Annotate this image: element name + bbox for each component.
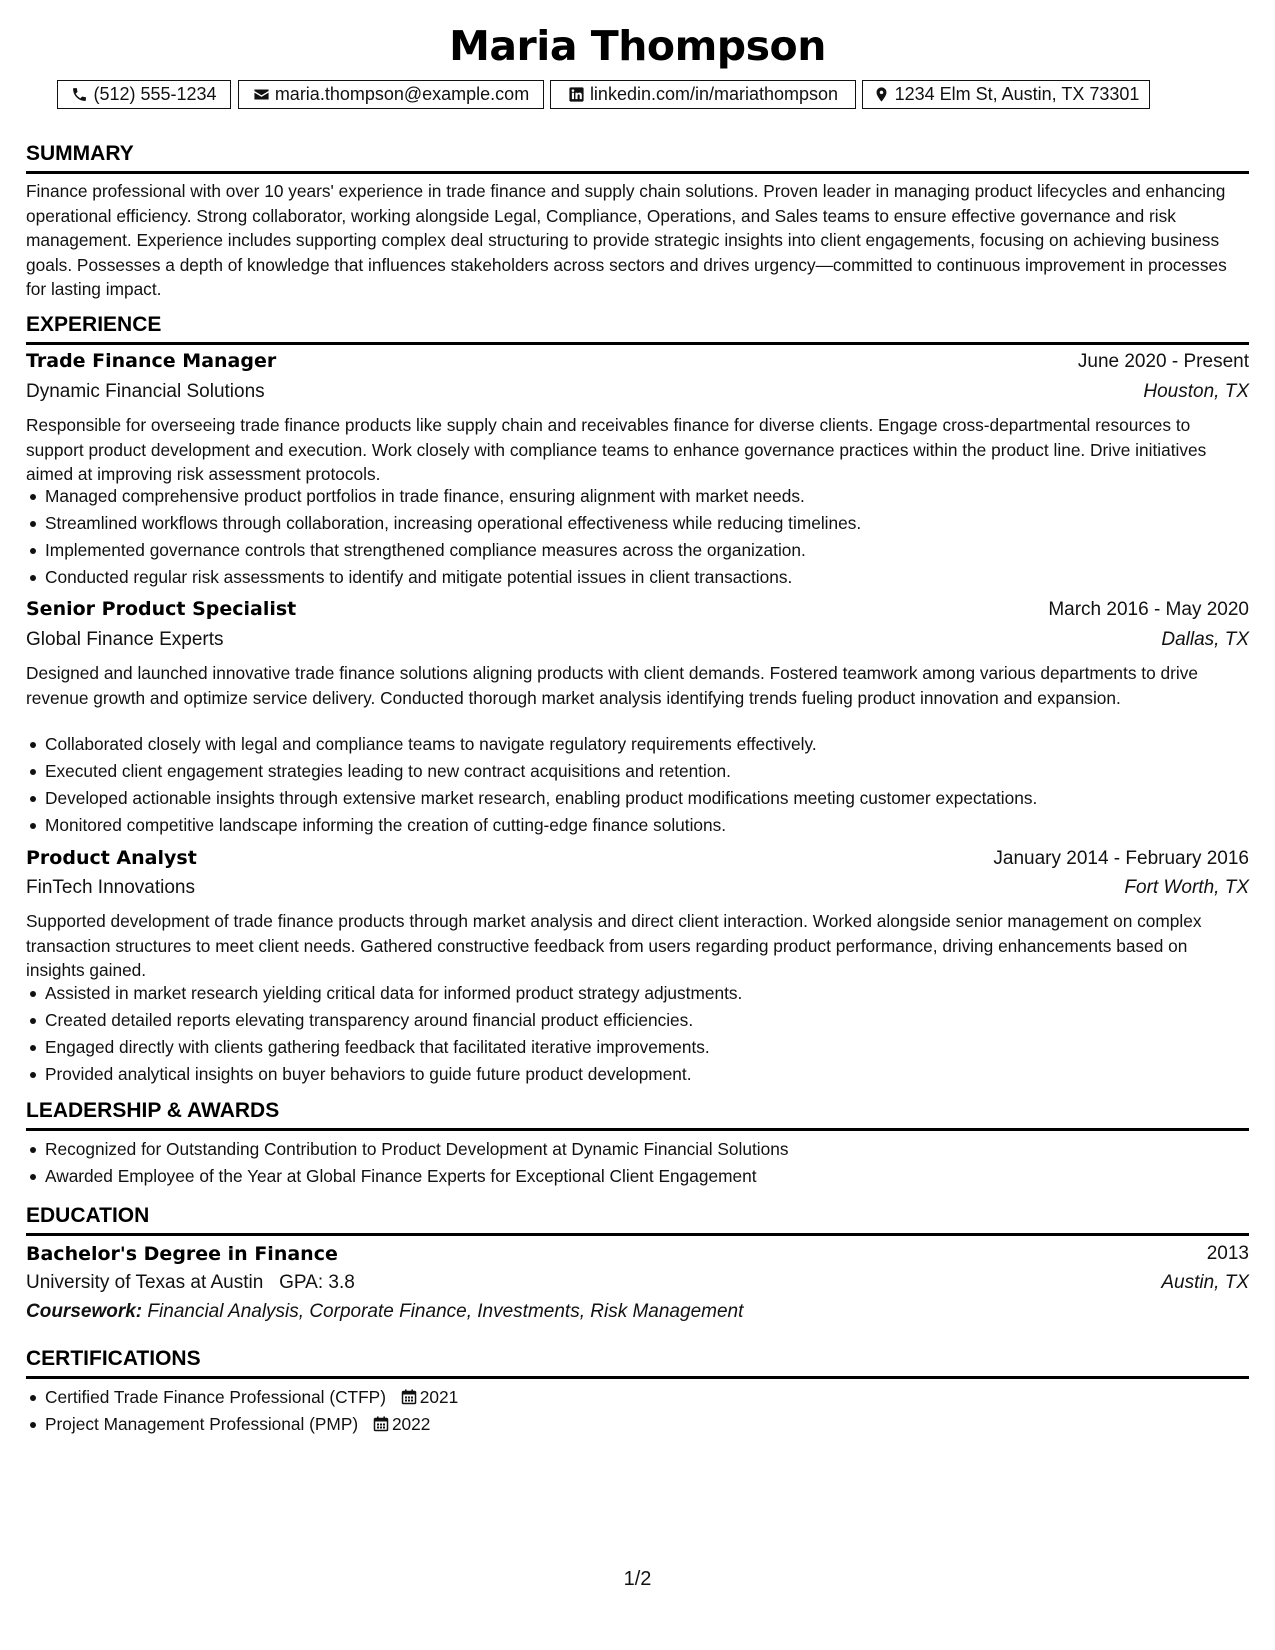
linkedin-text: linkedin.com/in/mariathompson xyxy=(589,84,839,104)
list-item: Executed client engagement strategies leading to new contract acquisitions and retention. xyxy=(26,758,1249,785)
job-dates: January 2014 - February 2016 xyxy=(993,848,1249,869)
job-bullets xyxy=(26,483,1249,591)
phone-text: (512) 555-1234 xyxy=(93,84,217,104)
list-item: Streamlined workflows through collaboration, increasing operational effectiveness while reducing timelines. xyxy=(26,510,1249,537)
list-item: Created detailed reports elevating transparency around financial product efficiencies. xyxy=(26,1007,1249,1034)
section-divider xyxy=(26,1376,1249,1379)
list-item: Implemented governance controls that strengthened compliance measures across the organization. xyxy=(26,537,1249,564)
certification-year: 2022 xyxy=(391,1414,431,1434)
list-item: Provided analytical insights on buyer behaviors to guide future product development. xyxy=(26,1061,1249,1088)
job-bullets xyxy=(26,731,1249,839)
job-location: Fort Worth, TX xyxy=(1124,877,1249,898)
gpa: GPA: 3.8 xyxy=(279,1272,355,1293)
education-heading: EDUCATION xyxy=(26,1204,150,1227)
list-item: Conducted regular risk assessments to identify and mitigate potential issues in client transactions. xyxy=(26,564,1249,591)
section-divider xyxy=(26,171,1249,174)
job-location: Dallas, TX xyxy=(1161,629,1249,650)
map-pin-icon xyxy=(873,86,890,103)
school-location: Austin, TX xyxy=(1161,1272,1249,1293)
list-item: Managed comprehensive product portfolios in trade finance, ensuring alignment with market needs. xyxy=(26,483,1249,510)
job-company: Dynamic Financial Solutions xyxy=(26,381,265,402)
list-item: Recognized for Outstanding Contribution to Product Development at Dynamic Financial Solutions xyxy=(26,1136,1249,1163)
list-item: Monitored competitive landscape informing the creation of cutting-edge finance solutions. xyxy=(26,812,1249,839)
linkedin-icon xyxy=(568,86,585,103)
summary-heading: SUMMARY xyxy=(26,142,134,165)
job-title: Senior Product Specialist xyxy=(26,598,297,620)
coursework-list: Financial Analysis, Corporate Finance, Investments, Risk Management xyxy=(147,1301,744,1322)
coursework-label: Coursework: xyxy=(26,1301,143,1322)
linkedin-contact[interactable] xyxy=(550,80,856,109)
email-text: maria.thompson@example.com xyxy=(274,84,530,104)
calendar-icon xyxy=(373,1413,389,1440)
job-title: Trade Finance Manager xyxy=(26,350,277,372)
list-item: Engaged directly with clients gathering feedback that facilitated iterative improvements. xyxy=(26,1034,1249,1061)
certification-year: 2021 xyxy=(419,1387,459,1407)
list-item xyxy=(26,1384,1249,1411)
address-text: 1234 Elm St, Austin, TX 73301 xyxy=(894,84,1140,104)
job-company: Global Finance Experts xyxy=(26,629,224,650)
leadership-list xyxy=(26,1136,1249,1190)
certifications-list xyxy=(26,1384,1249,1438)
experience-heading: EXPERIENCE xyxy=(26,313,162,336)
certifications-heading: CERTIFICATIONS xyxy=(26,1347,201,1370)
certification-name: Certified Trade Finance Professional (CTFP) xyxy=(45,1387,386,1407)
job-dates: June 2020 - Present xyxy=(1077,351,1249,372)
page-number: 1/2 xyxy=(623,1568,652,1590)
list-item: Developed actionable insights through extensive market research, enabling product modifications meeting customer expectations. xyxy=(26,785,1249,812)
job-company: FinTech Innovations xyxy=(26,877,195,898)
email-contact[interactable] xyxy=(238,80,544,109)
phone-contact[interactable] xyxy=(57,80,231,109)
candidate-name: Maria Thompson xyxy=(449,22,826,70)
leadership-heading: LEADERSHIP & AWARDS xyxy=(26,1099,280,1122)
job-description: Responsible for overseeing trade finance products like supply chain and receivables finance for diverse clients. Engage cross-departmental resources to support product development and execution. Work closely with compliance teams to enhance governance practices within the product line. Drive initiatives aimed at improving risk assessment protocols. xyxy=(26,415,1207,484)
job-title: Product Analyst xyxy=(26,847,197,869)
section-divider xyxy=(26,342,1249,345)
school-line xyxy=(26,1272,355,1294)
job-location: Houston, TX xyxy=(1143,381,1249,402)
degree-title: Bachelor's Degree in Finance xyxy=(26,1243,338,1265)
list-item: Assisted in market research yielding critical data for informed product strategy adjustments. xyxy=(26,980,1249,1007)
list-item: Collaborated closely with legal and compliance teams to navigate regulatory requirements effectively. xyxy=(26,731,1249,758)
graduation-year: 2013 xyxy=(1206,1243,1249,1264)
job-bullets xyxy=(26,980,1249,1088)
school-name: University of Texas at Austin xyxy=(26,1272,264,1293)
calendar-icon xyxy=(401,1386,417,1413)
certification-name: Project Management Professional (PMP) xyxy=(45,1414,359,1434)
list-item xyxy=(26,1411,1249,1438)
address-contact xyxy=(862,80,1150,109)
envelope-icon xyxy=(253,86,270,103)
coursework-line xyxy=(26,1301,743,1323)
job-description: Supported development of trade finance products through market analysis and direct client interaction. Worked alongside senior management on complex transaction structures to meet client needs. Gathered constructive feedback from users regarding product performance, driving enhancements based on insights gained. xyxy=(26,911,1202,980)
job-description: Designed and launched innovative trade finance solutions aligning products with client demands. Fostered teamwork among various departments to drive revenue growth and optimize service delivery. Conducted thorough market analysis identifying trends fueling product innovation and expansion. xyxy=(26,663,1198,708)
job-dates: March 2016 - May 2020 xyxy=(1048,599,1249,620)
list-item: Awarded Employee of the Year at Global Finance Experts for Exceptional Client Engagement xyxy=(26,1163,1249,1190)
section-divider xyxy=(26,1128,1249,1131)
section-divider xyxy=(26,1233,1249,1236)
summary-text: Finance professional with over 10 years' experience in trade finance and supply chain solutions. Proven leader in managing product lifecycles and enhancing operational efficiency. Strong collaborator, working alongside Legal, Compliance, Operations, and Sales teams to ensure effective governance and risk management. Experience includes supporting complex deal structuring to provide strategic insights into client engagements, focusing on achieving business goals. Possesses a depth of knowledge that influences stakeholders across sectors and drives urgency—committed to continuous improvement in processes for lasting impact. xyxy=(26,181,1227,299)
phone-icon xyxy=(71,86,88,103)
